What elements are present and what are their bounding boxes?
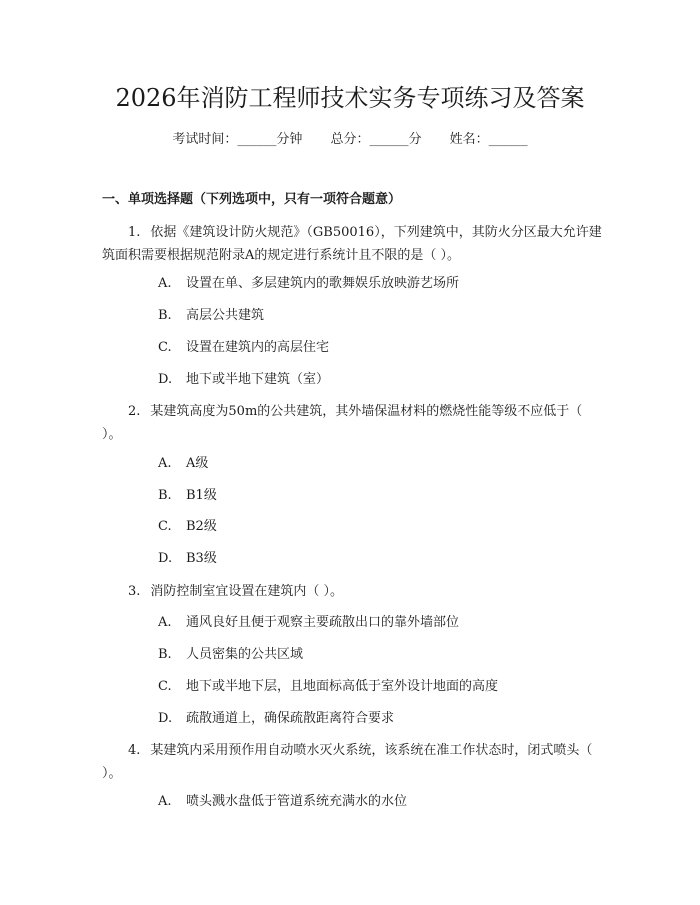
option-text: 喷头溅水盘低于管道系统充满水的水位 bbox=[186, 794, 408, 809]
option-text: 人员密集的公共区域 bbox=[186, 647, 304, 662]
option-letter: A. bbox=[158, 615, 172, 630]
option-text: 设置在单、多层建筑内的歌舞娱乐放映游艺场所 bbox=[186, 276, 460, 291]
option-text: 高层公共建筑 bbox=[186, 308, 265, 323]
option-letter: D. bbox=[158, 711, 173, 726]
option-letter: A. bbox=[158, 456, 172, 471]
option-letter: B. bbox=[158, 647, 172, 662]
question-2 bbox=[102, 400, 602, 446]
option-text: B2级 bbox=[186, 519, 217, 534]
question-1 bbox=[102, 221, 602, 267]
option-text: 设置在建筑内的高层住宅 bbox=[186, 340, 330, 355]
question-number: 2. bbox=[128, 404, 141, 419]
option-text: 通风良好且便于观察主要疏散出口的靠外墙部位 bbox=[186, 615, 460, 630]
option-text: 疏散通道上，确保疏散距离符合要求 bbox=[186, 711, 395, 726]
question-4 bbox=[102, 739, 602, 785]
option-3c bbox=[158, 677, 498, 697]
option-2b bbox=[158, 486, 217, 506]
question-number: 4. bbox=[128, 743, 141, 758]
exam-meta bbox=[0, 130, 700, 150]
option-letter: B. bbox=[158, 488, 172, 503]
option-text: B1级 bbox=[186, 488, 217, 503]
option-letter: C. bbox=[158, 340, 172, 355]
option-3b bbox=[158, 645, 303, 665]
option-letter: C. bbox=[158, 679, 172, 694]
option-2d bbox=[158, 549, 217, 569]
option-2a bbox=[158, 454, 208, 474]
option-text: B3级 bbox=[186, 551, 217, 566]
option-3d bbox=[158, 709, 394, 729]
option-letter: A. bbox=[158, 276, 172, 291]
option-text: 地下或半地下层，且地面标高低于室外设计地面的高度 bbox=[186, 679, 499, 694]
option-2c bbox=[158, 517, 217, 537]
candidate-name: 姓名：______ bbox=[449, 132, 528, 147]
question-3 bbox=[102, 580, 602, 603]
question-text: 某建筑高度为50m的公共建筑，其外墙保温材料的燃烧性能等级不应低于（ ）。 bbox=[102, 404, 583, 442]
option-letter: D. bbox=[158, 551, 173, 566]
option-letter: B. bbox=[158, 308, 172, 323]
question-text: 消防控制室宜设置在建筑内（ ）。 bbox=[150, 584, 344, 599]
option-4a bbox=[158, 792, 407, 812]
option-1c bbox=[158, 338, 329, 358]
option-1a bbox=[158, 274, 459, 294]
question-text: 依据《建筑设计防火规范》（GB50016），下列建筑中，其防火分区最大允许建筑面积需要根据规范附录A的规定进行系统计且不限的是（ ）。 bbox=[102, 225, 602, 263]
option-text: A级 bbox=[186, 456, 209, 471]
total-score: 总分：______分 bbox=[330, 132, 422, 147]
question-number: 1. bbox=[128, 225, 141, 240]
option-letter: A. bbox=[158, 794, 172, 809]
exam-time: 考试时间：______分钟 bbox=[172, 132, 303, 147]
option-1b bbox=[158, 306, 264, 326]
option-letter: D. bbox=[158, 372, 173, 387]
question-number: 3. bbox=[128, 584, 141, 599]
document-title: 2026年消防工程师技术实务专项练习及答案 bbox=[115, 84, 585, 112]
option-3a bbox=[158, 613, 459, 633]
option-letter: C. bbox=[158, 519, 172, 534]
section-heading: 一、单项选择题（下列选项中，只有一项符合题意） bbox=[102, 192, 402, 207]
option-1d bbox=[158, 370, 329, 390]
question-text: 某建筑内采用预作用自动喷水灭火系统，该系统在准工作状态时，闭式喷头（ ）。 bbox=[102, 743, 593, 781]
option-text: 地下或半地下建筑（室） bbox=[186, 372, 330, 387]
